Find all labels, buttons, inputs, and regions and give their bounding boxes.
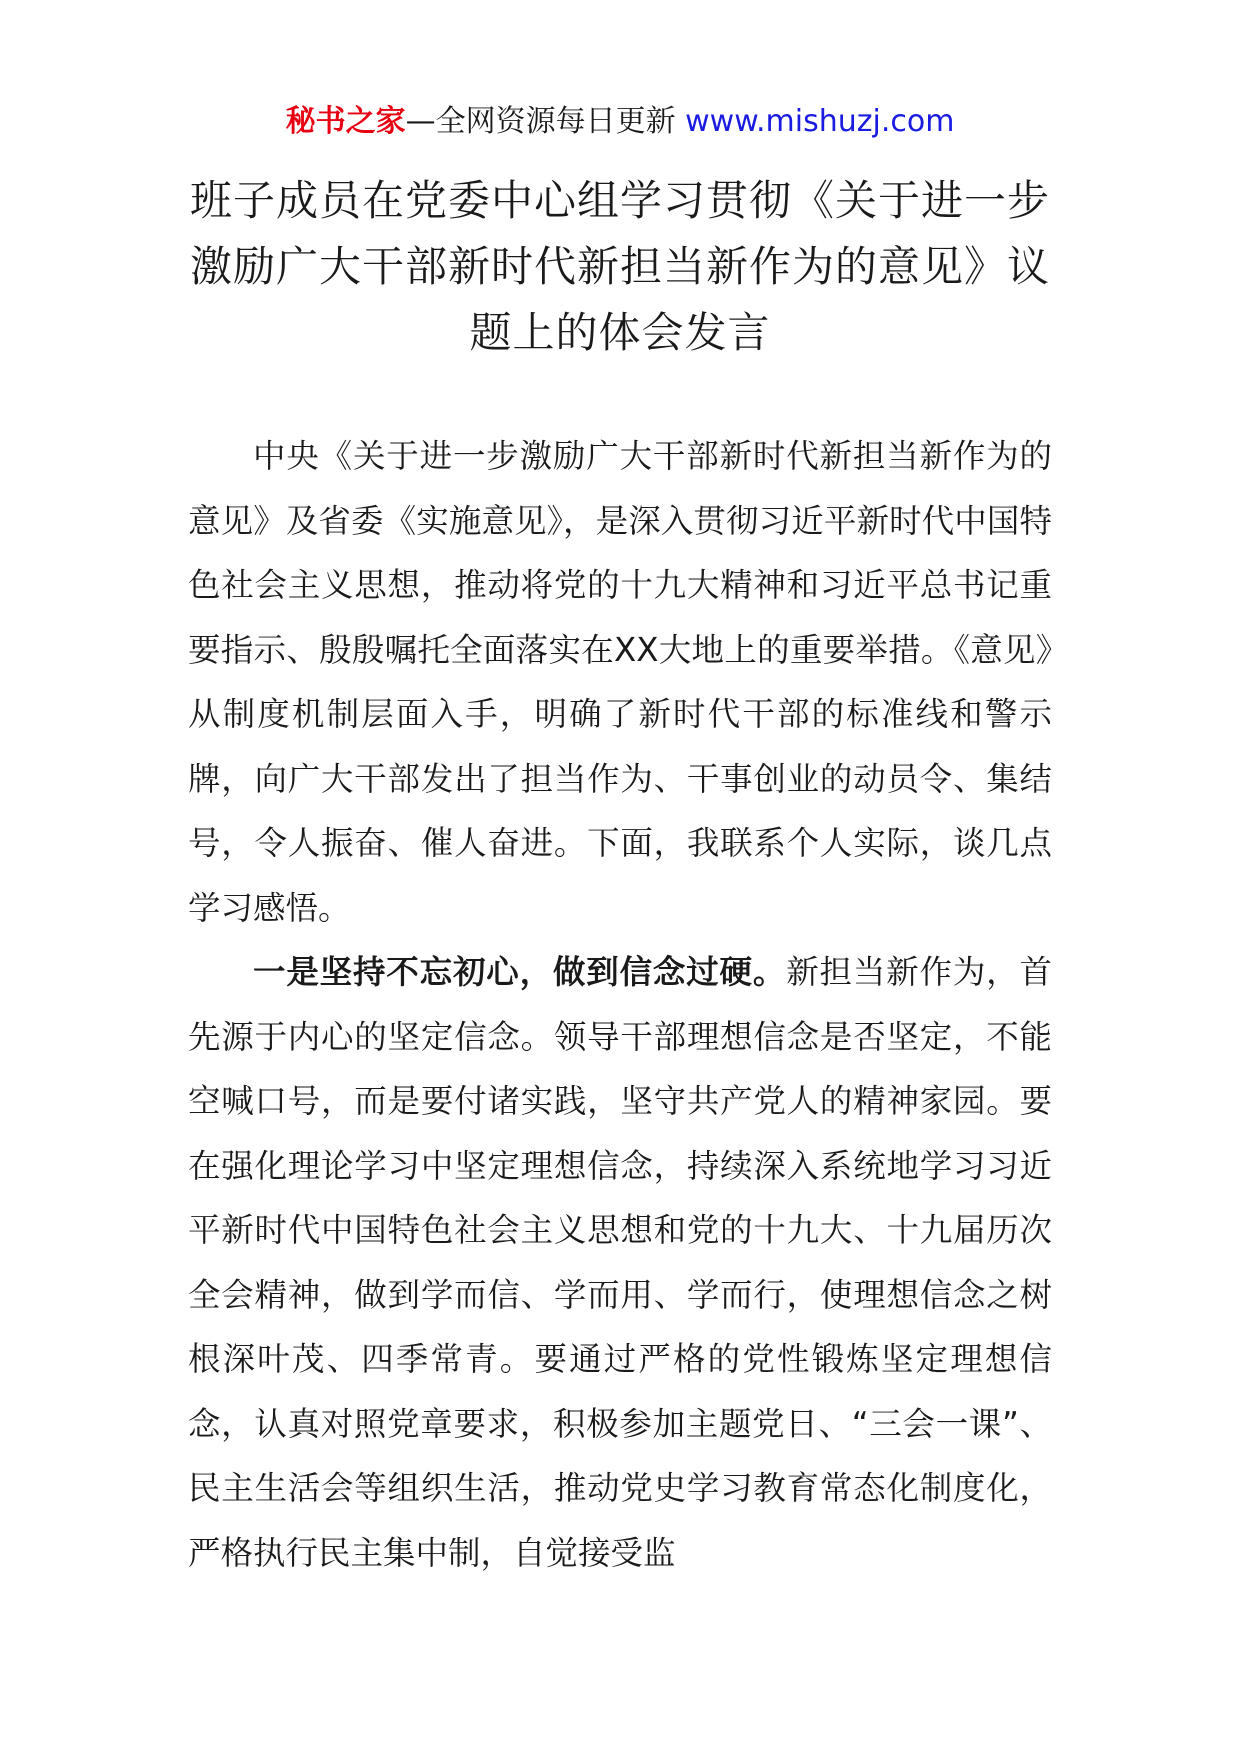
brand-tagline: —全网资源每日更新 — [405, 104, 676, 139]
brand-name: 秘书之家 — [285, 104, 406, 139]
paragraph-point-one-lead: 一是坚持不忘初心，做到信念过硬。 — [253, 953, 787, 991]
document-body — [188, 424, 1052, 1585]
paragraph-intro-text: 中央《关于进一步激励广大干部新时代新担当新作为的意见》及省委《实施意见》，是深入贯彻习近平新时代中国特色社会主义思想，推动将党的十九大精神和习近平总书记重要指示、殷殷嘱托全面落实在XX大地上的重要举措。《意见》从制度机制层面入手，明确了新时代干部的标准线和警示牌，向广大干部发出了担当作为、干事创业的动员令、集结号，令人振奋、催人奋进。下面，我联系个人实际，谈几点学习感悟。 — [188, 437, 1052, 927]
document-title: 班子成员在党委中心组学习贯彻《关于进一步激励广大干部新时代新担当新作为的意见》议题上的体会发言 — [190, 176, 1051, 357]
paragraph-point-one — [188, 940, 1052, 1585]
paragraph-point-one-text: 新担当新作为，首先源于内心的坚定信念。领导干部理想信念是否坚定，不能空喊口号，而是要付诸实践，坚守共产党人的精神家园。要在强化理论学习中坚定理想信念，持续深入系统地学习习近平新时代中国特色社会主义思想和党的十九大、十九届历次全会精神，做到学而信、学而用、学而行，使理想信念之树根深叶茂、四季常青。要通过严格的党性锻炼坚定理想信念，认真对照党章要求，积极参加主题党日、“三会一课”、民主生活会等组织生活，推动党史学习教育常态化制度化，严格执行民主集中制，自觉接受监 — [188, 953, 1052, 1572]
site-url: www.mishuzj.com — [685, 104, 955, 139]
paragraph-intro — [188, 424, 1052, 940]
watermark-header — [0, 100, 1240, 144]
